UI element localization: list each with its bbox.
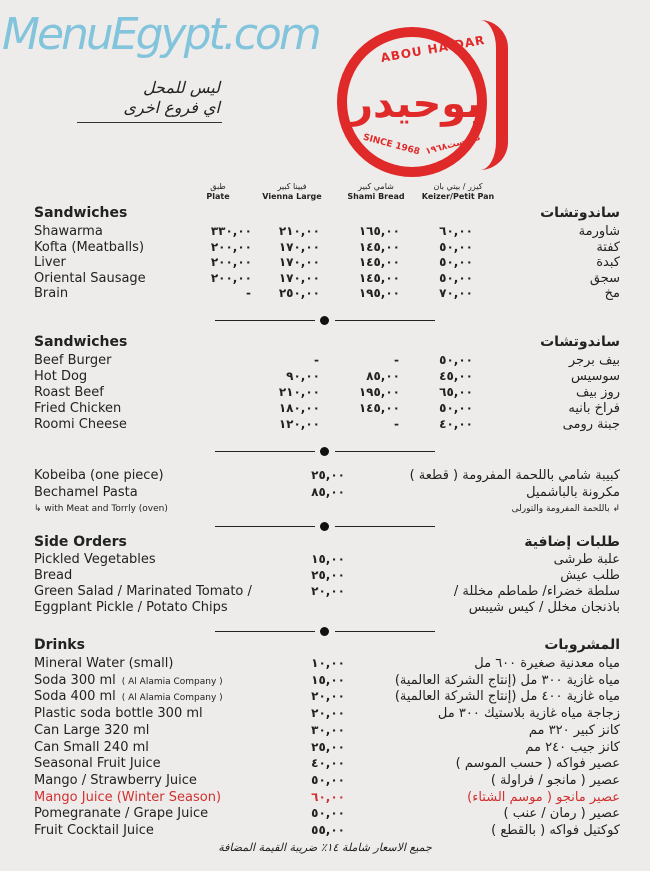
item-name-ar: طلب عيش bbox=[560, 568, 620, 583]
menu-item bbox=[0, 673, 650, 688]
menu-item bbox=[0, 468, 650, 483]
item-name-en: Liver bbox=[34, 255, 66, 270]
menu-item bbox=[0, 806, 650, 821]
item-name-ar: ↲ باللحمة المفرومة والتورلى bbox=[511, 504, 620, 514]
item-price: ١٤٥,٠٠ bbox=[358, 270, 400, 285]
item-name-ar: عصير ( رمان / عنب ) bbox=[503, 806, 620, 822]
item-name-en: Pickled Vegetables bbox=[34, 552, 156, 567]
item-name-ar: عصير فواكه ( حسب الموسم ) bbox=[455, 756, 620, 772]
column-en: Shami Bread bbox=[347, 192, 405, 201]
item-price: ١٧٠,٠٠ bbox=[278, 270, 320, 285]
column-en: Vienna Large bbox=[262, 192, 322, 201]
item-price: ٤٥,٠٠ bbox=[439, 369, 473, 383]
column-ar: كيزر / بيتي بان bbox=[433, 182, 483, 191]
item-price: ٣٣٠,٠٠ bbox=[210, 224, 252, 238]
section-title-ar: المشروبات bbox=[544, 637, 620, 653]
item-price: ٩٠,٠٠ bbox=[286, 369, 320, 383]
item-name-ar: شاورمة bbox=[578, 224, 620, 239]
item-price: ٤٠,٠٠ bbox=[311, 756, 345, 771]
item-price: ٥٠,٠٠ bbox=[439, 353, 473, 367]
item-price: ٦٠,٠٠ bbox=[439, 224, 473, 238]
slogan-underline bbox=[77, 122, 222, 123]
menu-item bbox=[0, 756, 650, 771]
menu-item bbox=[0, 656, 650, 671]
item-price: ٢٠٠,٠٠ bbox=[210, 270, 252, 285]
menu-item bbox=[0, 600, 650, 615]
item-price: ٤٠,٠٠ bbox=[439, 417, 473, 431]
divider bbox=[215, 446, 435, 456]
item-name-en: Roast Beef bbox=[34, 385, 104, 400]
item-price: ٢٠٠,٠٠ bbox=[210, 239, 252, 254]
item-name-ar: باذنجان مخلل / كيس شيبس bbox=[468, 600, 620, 615]
item-price: ١٧٠,٠٠ bbox=[278, 239, 320, 254]
item-name-en: Green Salad / Marinated Tomato / bbox=[34, 584, 252, 599]
item-name-ar: مكرونة بالباشميل bbox=[526, 485, 620, 500]
section-title-en: Sandwiches bbox=[34, 334, 128, 350]
item-price: ١٧٠,٠٠ bbox=[278, 255, 320, 269]
item-price: ٦٠,٠٠ bbox=[311, 789, 345, 804]
slogan-line-2: اي فروع اخرى bbox=[123, 98, 220, 117]
item-price: ٥٠,٠٠ bbox=[439, 270, 473, 285]
item-price: ٥٠,٠٠ bbox=[311, 772, 345, 787]
item-price: ١٦٥,٠٠ bbox=[358, 224, 400, 238]
menu-item bbox=[0, 485, 650, 500]
item-name-ar: زجاجة مياه غازية بلاستيك ٣٠٠ مل bbox=[437, 706, 620, 722]
menu-item bbox=[0, 224, 650, 239]
divider bbox=[215, 626, 435, 636]
item-name-en: Bechamel Pasta bbox=[34, 485, 138, 500]
menu-item bbox=[0, 271, 650, 286]
section-title-en: Drinks bbox=[34, 637, 85, 653]
column-header-plate bbox=[178, 182, 258, 202]
menu-item bbox=[0, 584, 650, 599]
item-price: ٢٠,٠٠ bbox=[311, 584, 345, 598]
item-name-ar: عصير مانجو ( موسم الشتاء) bbox=[467, 789, 620, 805]
item-name-en: Can Large 320 ml bbox=[34, 722, 150, 738]
slogan bbox=[80, 78, 220, 118]
item-name-en: Fruit Cocktail Juice bbox=[34, 823, 154, 838]
item-price: ٥٠,٠٠ bbox=[439, 401, 473, 415]
item-name-ar: روز بيف bbox=[576, 385, 620, 400]
item-price: ٥٠,٠٠ bbox=[439, 255, 473, 269]
item-name-ar: مياه معدنية صغيرة ٦٠٠ مل bbox=[474, 656, 620, 671]
menu-item bbox=[0, 286, 650, 301]
item-name-ar: سجق bbox=[589, 270, 620, 286]
item-name-en-main: Soda 300 ml bbox=[34, 672, 116, 688]
section-title-en: Side Orders bbox=[34, 534, 127, 550]
logo-name-en: ABOU HAIDAR bbox=[379, 32, 487, 66]
column-en: Keizer/Petit Pan bbox=[421, 192, 495, 201]
watermark: MenuEgypt.com bbox=[2, 9, 319, 60]
item-price: ٨٥,٠٠ bbox=[366, 369, 400, 383]
item-price: - bbox=[314, 353, 320, 367]
item-price: ١٤٥,٠٠ bbox=[358, 401, 400, 415]
section-header bbox=[0, 638, 650, 653]
section-title-en: Sandwiches bbox=[34, 205, 128, 221]
item-price: ٢٠,٠٠ bbox=[311, 689, 345, 704]
item-name-en: Kobeiba (one piece) bbox=[34, 468, 164, 483]
menu-item bbox=[0, 502, 650, 517]
item-price: - bbox=[246, 286, 252, 300]
item-name-en bbox=[34, 673, 223, 690]
menu-item bbox=[0, 773, 650, 788]
item-name-en: Seasonal Fruit Juice bbox=[34, 756, 161, 772]
item-name-ar: كبدة bbox=[596, 255, 620, 270]
menu-item bbox=[0, 417, 650, 432]
item-price: ٢٥٠,٠٠ bbox=[278, 286, 320, 300]
item-name-ar: عصير ( مانجو / فراولة ) bbox=[490, 772, 620, 788]
item-name-en: Eggplant Pickle / Potato Chips bbox=[34, 600, 228, 615]
item-name-en: Fried Chicken bbox=[34, 401, 122, 416]
item-name-en: Kofta (Meatballs) bbox=[34, 239, 145, 255]
item-name-ar: علبة طرشى bbox=[553, 552, 620, 567]
item-price: ٢١٠,٠٠ bbox=[278, 385, 320, 399]
section-header bbox=[0, 535, 650, 550]
item-name-en: Oriental Sausage bbox=[34, 270, 146, 286]
item-name-ar: كانز جيب ٢٤٠ مم bbox=[525, 739, 620, 755]
section-header bbox=[0, 206, 650, 221]
item-name-en: Mineral Water (small) bbox=[34, 656, 174, 671]
column-ar: فيينا كبير bbox=[277, 182, 307, 191]
item-price: ١٩٥,٠٠ bbox=[358, 286, 400, 300]
item-name-en: Pomegranate / Grape Juice bbox=[34, 806, 209, 822]
column-ar: شامي كبير bbox=[358, 182, 394, 191]
item-name-en: Bread bbox=[34, 568, 73, 583]
item-name-en: Shawarma bbox=[34, 224, 103, 239]
item-price: ٢٠٠,٠٠ bbox=[210, 255, 252, 269]
menu-item bbox=[0, 552, 650, 567]
section-title-ar: طلبات إضافية bbox=[524, 534, 620, 550]
section-title-ar: ساندوتشات bbox=[540, 334, 620, 350]
item-price: ٥٠,٠٠ bbox=[311, 806, 345, 821]
item-name-en: Brain bbox=[34, 286, 69, 301]
column-header-vienna bbox=[252, 182, 332, 202]
item-name-ar: سلطة خضراء/ طماطم مخللة / bbox=[453, 584, 620, 599]
item-name-ar: كوكتيل فواكه ( بالقطع ) bbox=[491, 823, 620, 838]
menu-item bbox=[0, 568, 650, 583]
item-name-ar: مياه غازية ٤٠٠ مل (إنتاج الشركة العالمية) bbox=[394, 689, 620, 705]
item-name-en: Plastic soda bottle 300 ml bbox=[34, 706, 203, 722]
column-en: Plate bbox=[206, 192, 230, 201]
item-name-ar: بيف برجر bbox=[568, 353, 620, 368]
menu-item bbox=[0, 401, 650, 416]
menu-item bbox=[0, 740, 650, 755]
vat-note: جميع الاسعار شاملة ١٤٪ ضريبة القيمة المضافة bbox=[218, 841, 432, 854]
menu-item bbox=[0, 369, 650, 384]
item-name-en: Mango Juice (Winter Season) bbox=[34, 789, 222, 805]
logo-name-ar: بوحيدر bbox=[350, 81, 482, 127]
menu-item bbox=[0, 255, 650, 270]
item-price: ٦٥,٠٠ bbox=[439, 385, 473, 399]
item-price: - bbox=[394, 417, 400, 431]
menu-item bbox=[0, 706, 650, 721]
item-name-ar: جبنة رومى bbox=[562, 417, 620, 432]
menu-item bbox=[0, 385, 650, 400]
section-title-ar: ساندوتشات bbox=[540, 205, 620, 221]
column-header-keizer bbox=[418, 182, 498, 202]
item-price: ١٤٥,٠٠ bbox=[358, 239, 400, 254]
slogan-line-1: ليس للمحل bbox=[142, 78, 220, 97]
item-name-ar: كبيبة شامي باللحمة المفرومة ( قطعة ) bbox=[409, 468, 620, 483]
menu-item bbox=[0, 723, 650, 738]
item-name-en: Roomi Cheese bbox=[34, 417, 127, 432]
menu-item bbox=[0, 240, 650, 255]
item-name-en: Can Small 240 ml bbox=[34, 739, 149, 755]
divider bbox=[215, 521, 435, 531]
menu-item bbox=[0, 689, 650, 704]
section-header bbox=[0, 335, 650, 350]
item-price: ٢٥,٠٠ bbox=[311, 568, 345, 582]
item-price: ٢٥,٠٠ bbox=[311, 468, 345, 482]
item-name-en: Mango / Strawberry Juice bbox=[34, 772, 197, 788]
item-price: ١٥,٠٠ bbox=[311, 552, 345, 566]
item-name-en: Beef Burger bbox=[34, 353, 112, 368]
menu-item bbox=[0, 790, 650, 805]
column-header-shami bbox=[336, 182, 416, 202]
item-price: ٧٠,٠٠ bbox=[439, 286, 473, 300]
item-price: ٢٠,٠٠ bbox=[311, 706, 345, 721]
item-price: ١٠,٠٠ bbox=[311, 656, 345, 670]
item-price: ٢١٠,٠٠ bbox=[278, 224, 320, 238]
item-price: ٥٠,٠٠ bbox=[439, 239, 473, 254]
item-price: ١٤٥,٠٠ bbox=[358, 255, 400, 269]
item-name-ar: فراخ بانيه bbox=[568, 401, 620, 416]
divider bbox=[215, 315, 435, 325]
item-name-en: ↳ with Meat and Torrly (oven) bbox=[34, 504, 168, 514]
item-price: ١٢٠,٠٠ bbox=[278, 417, 320, 431]
logo-since-en: SINCE 1968 bbox=[361, 132, 421, 158]
menu-item bbox=[0, 353, 650, 368]
item-name-en-main: Soda 400 ml bbox=[34, 689, 116, 705]
item-name-en bbox=[34, 689, 223, 706]
item-price: ١٩٥,٠٠ bbox=[358, 385, 400, 399]
item-name-ar: سوسيس bbox=[571, 369, 620, 384]
item-price: ٢٥,٠٠ bbox=[311, 739, 345, 754]
item-price: ١٥,٠٠ bbox=[311, 672, 345, 687]
item-name-en-sub: ( Al Alamia Company ) bbox=[121, 676, 223, 687]
item-price: ٥٥,٠٠ bbox=[311, 823, 345, 837]
item-name-en: Hot Dog bbox=[34, 369, 88, 384]
logo-since-ar: تأسست١٩٦٨ bbox=[424, 132, 482, 158]
column-ar: طبق bbox=[210, 182, 226, 191]
item-price: ٨٥,٠٠ bbox=[311, 485, 345, 499]
item-name-ar: مياه غازية ٣٠٠ مل (إنتاج الشركة العالمية) bbox=[394, 672, 620, 688]
item-price: ١٨٠,٠٠ bbox=[278, 401, 320, 415]
item-name-en-sub: ( Al Alamia Company ) bbox=[121, 693, 223, 704]
item-name-ar: كانز كبير ٣٢٠ مم bbox=[528, 722, 620, 738]
item-name-ar: كفتة bbox=[596, 239, 620, 255]
item-name-ar: مخ bbox=[604, 286, 620, 301]
item-price: - bbox=[394, 353, 400, 367]
menu-item bbox=[0, 823, 650, 838]
item-price: ٣٠,٠٠ bbox=[311, 722, 345, 737]
